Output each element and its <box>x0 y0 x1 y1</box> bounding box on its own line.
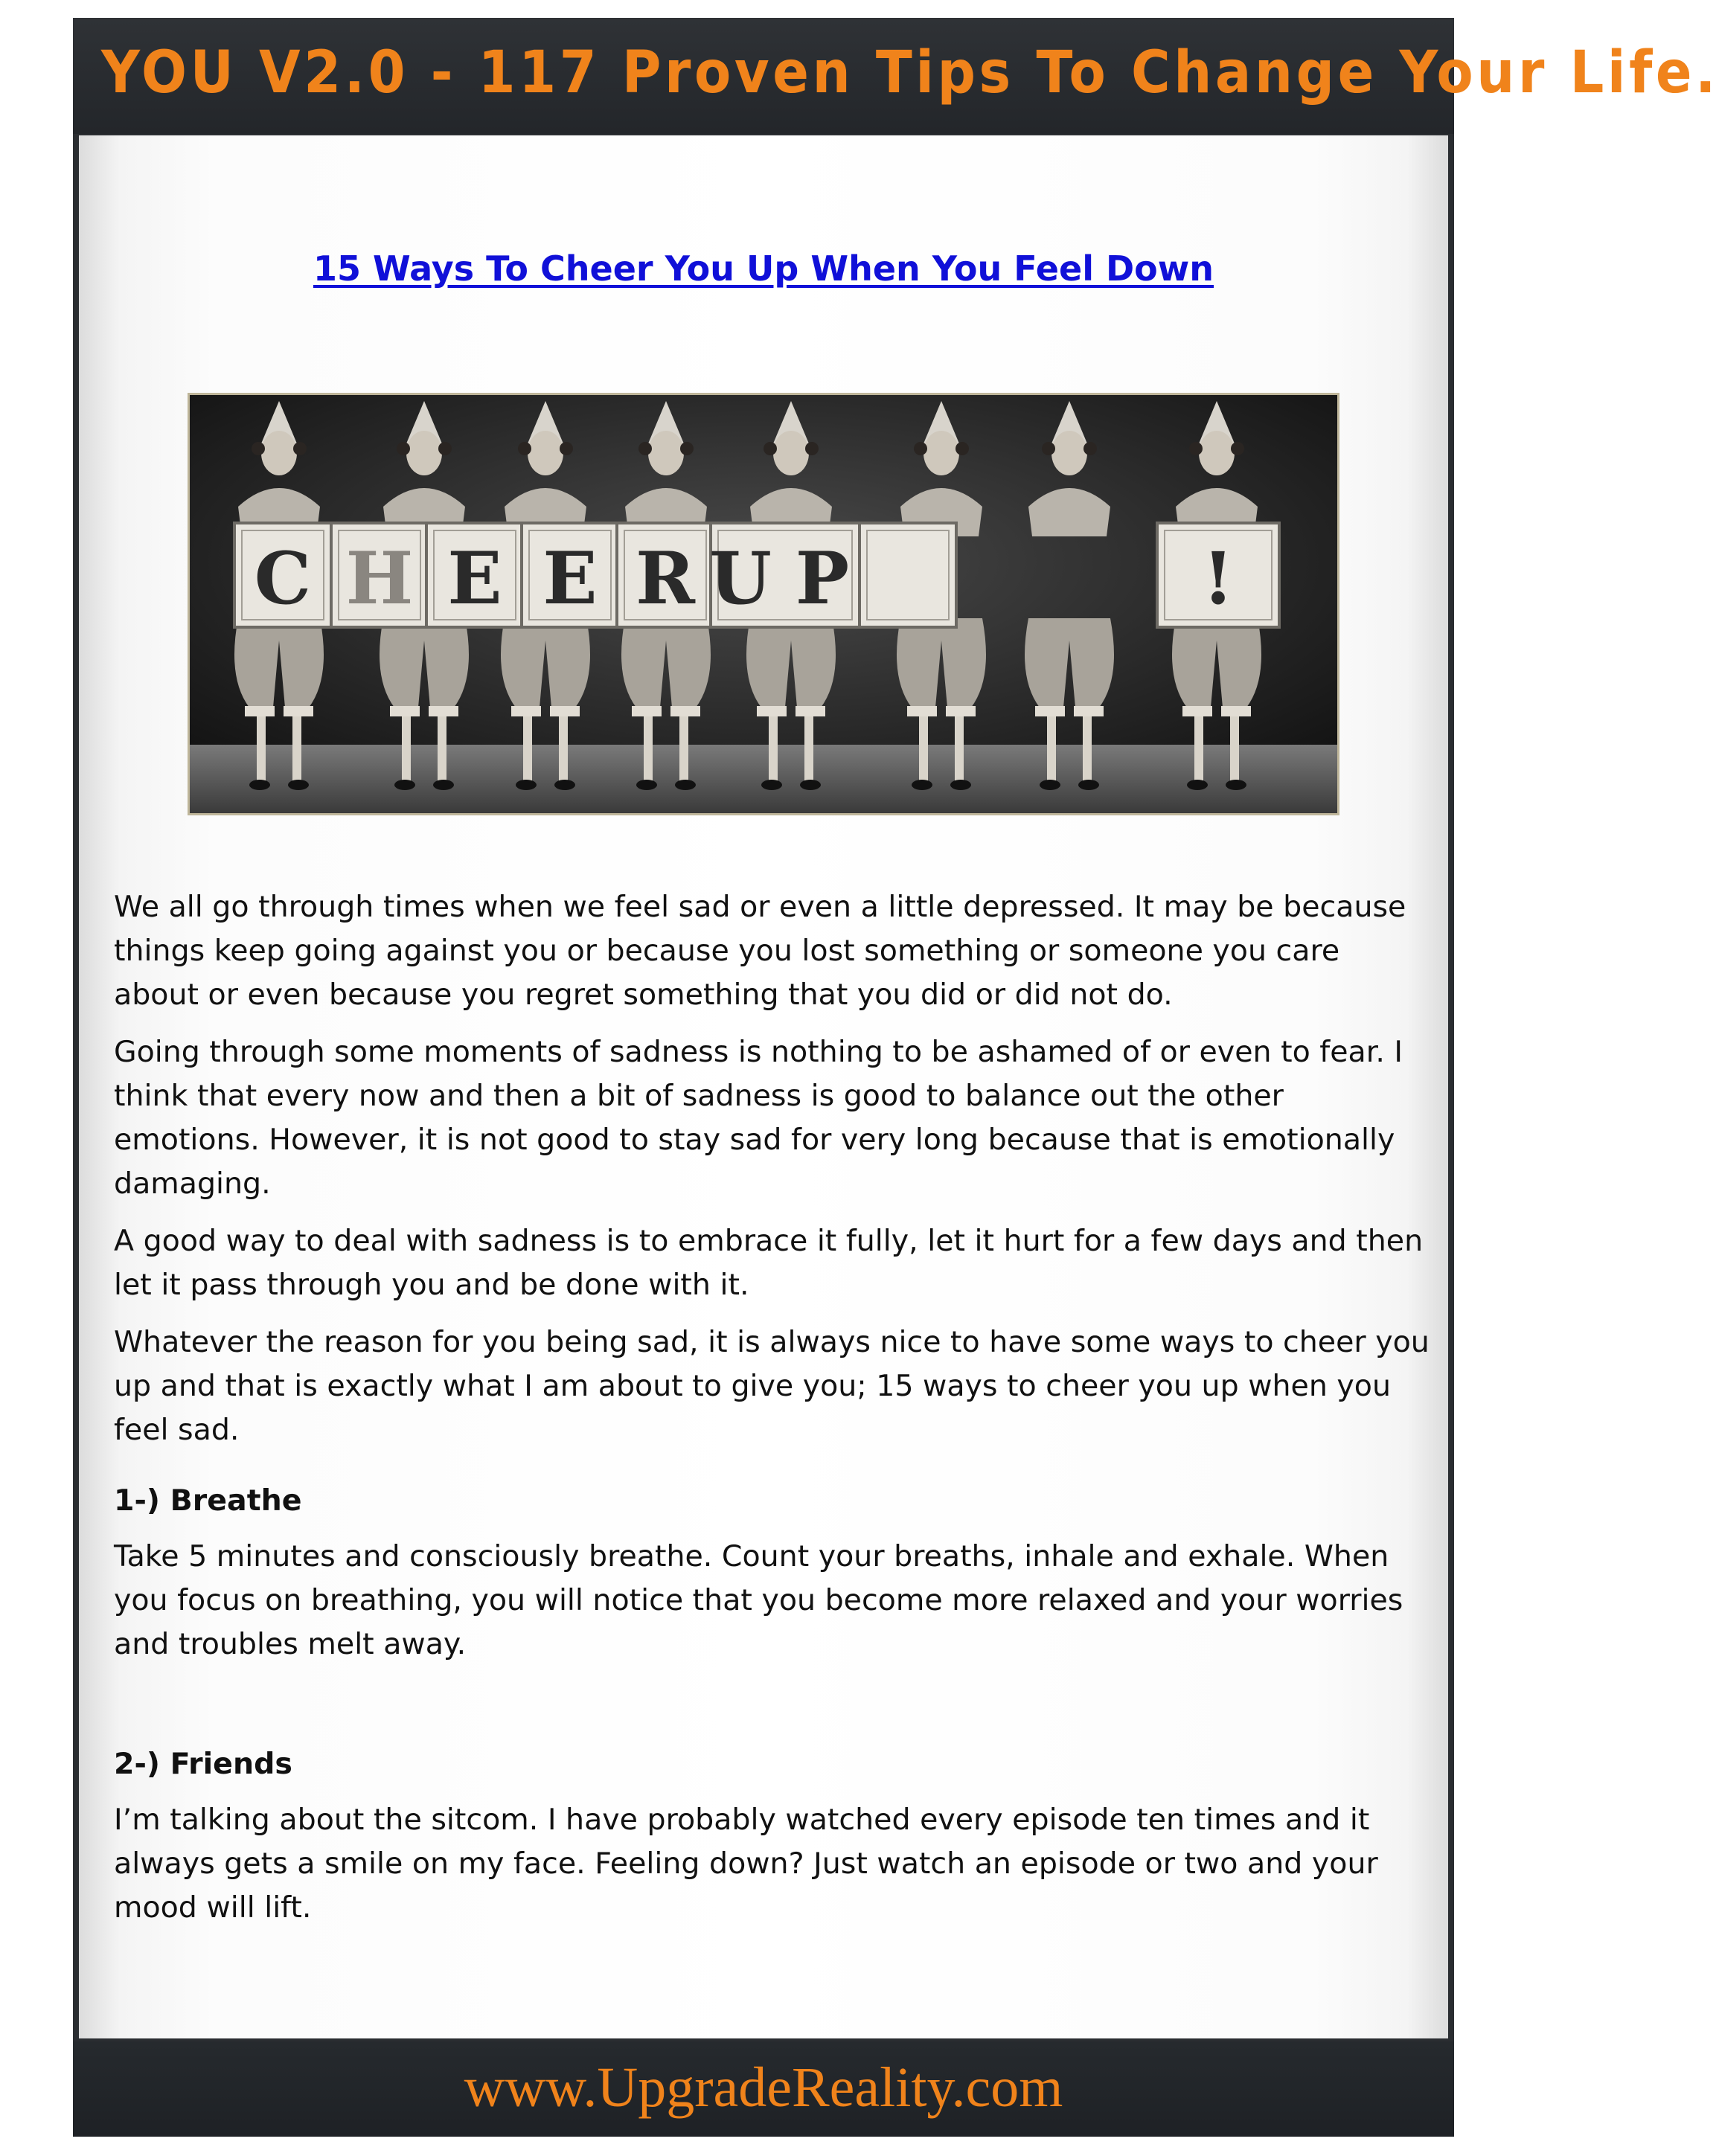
footer-website-link[interactable]: www.UpgradeReality.com <box>464 2056 1063 2119</box>
card-letter: E <box>542 536 598 620</box>
intro-section <box>114 885 1431 1466</box>
intro-paragraph: A good way to deal with sadness is to embrace it fully, let it hurt for a few days and then let it pass through you and be done with it. <box>114 1224 1424 1302</box>
intro-paragraph: Going through some moments of sadness is nothing to be ashamed of or even to fear. I think that every now and then a bit of sadness is good to balance out the other emotions. However, it is not good to stay sad for very long because that is emotionally damaging. <box>114 1035 1403 1201</box>
article-title <box>79 248 1448 289</box>
intro-paragraph: We all go through times when we feel sad or even a little depressed. It may be because things keep going against you or because you lost something or someone you care about or even because you regret something that you did or did not do. <box>114 890 1406 1012</box>
page-frame <box>73 18 1719 2137</box>
tip-heading: 2-) Friends <box>114 1747 292 1781</box>
tip-2 <box>114 1742 1431 1943</box>
card-letter: ! <box>1202 536 1235 620</box>
header-bar <box>73 18 1719 134</box>
tip-body: Take 5 minutes and consciously breathe. Count your breaths, inhale and exhale. When you focus on breathing, you will notice that you become more relaxed and your worries and troubles melt away. <box>114 1539 1403 1661</box>
tip-heading: 1-) Breathe <box>114 1483 302 1518</box>
footer-bar <box>73 2041 1454 2137</box>
book-title: YOU V2.0 - 117 Proven Tips To Change Your Life. <box>101 39 1719 106</box>
card-letter: R <box>636 536 695 620</box>
content-area <box>79 135 1448 2038</box>
card-letter: H <box>345 536 414 620</box>
intro-paragraph: Whatever the reason for you being sad, it is always nice to have some ways to cheer you up and that is exactly what I am about to give you; 15 ways to cheer you up when you feel sad. <box>114 1325 1430 1447</box>
article-title-link[interactable]: 15 Ways To Cheer You Up When You Feel Down <box>313 248 1214 289</box>
card-letter: U <box>709 536 772 620</box>
card-letter: C <box>254 536 312 620</box>
cheer-up-photo <box>188 393 1339 815</box>
tip-1 <box>114 1479 1431 1680</box>
card-letter: E <box>447 536 502 620</box>
cheer-up-photo-illustration <box>190 395 1337 813</box>
letter-card <box>860 523 956 627</box>
card-letter: P <box>795 536 850 620</box>
tip-body: I’m talking about the sitcom. I have probably watched every episode ten times and it always gets a smile on my face. Feeling down? Just watch an episode or two and your mood will lift. <box>114 1803 1378 1925</box>
